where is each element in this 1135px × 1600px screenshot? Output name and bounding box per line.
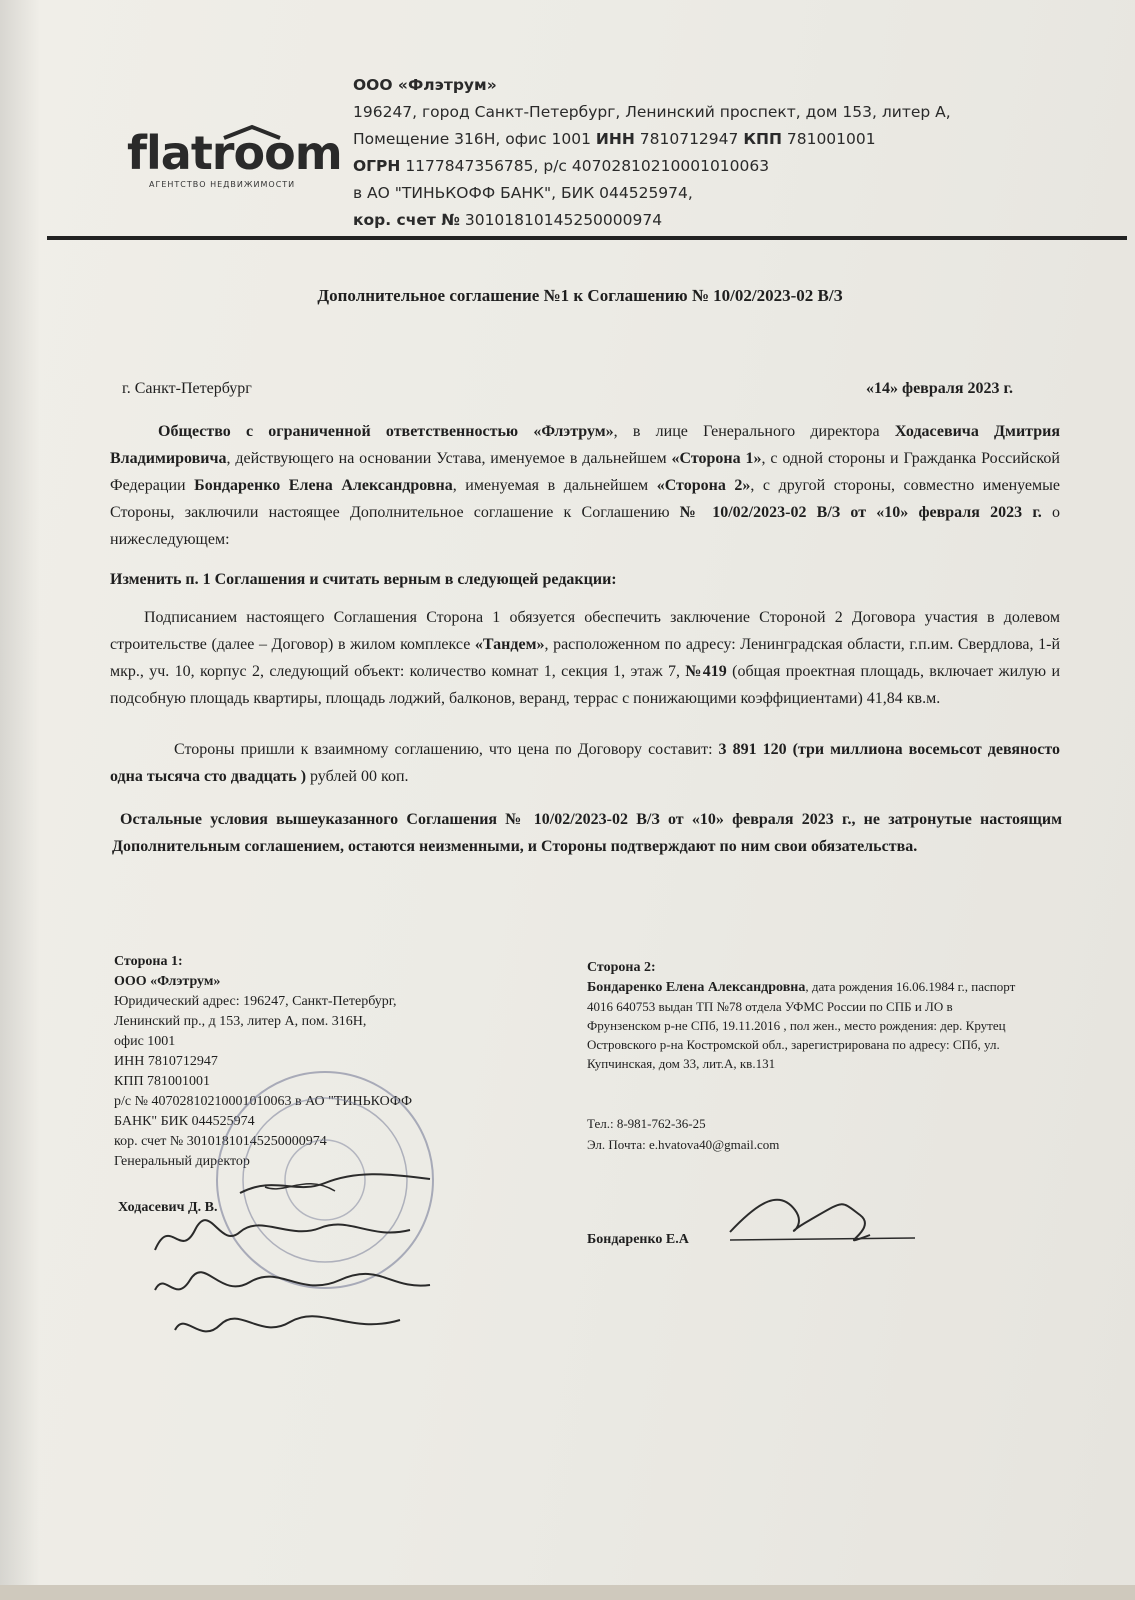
side2-email: Эл. Почта: e.hvatova40@gmail.com: [587, 1137, 780, 1152]
company-premises: Помещение 316Н, офис 1001 ИНН 7810712947 КПП 781001001: [353, 130, 876, 148]
side2-block: [587, 958, 1017, 1155]
page-shadow: [0, 0, 40, 1600]
side1-heading: Сторона 1:: [114, 954, 183, 969]
side1-line: Юридический адрес: 196247, Санкт-Петербург,: [114, 994, 397, 1009]
closing-paragraph: Остальные условия вышеуказанного Соглашения № 10/02/2023-02 В/З от «10» февраля 2023 г., не затронутые настоящим Дополнительным соглашением, остаются неизменными, и Стороны подтверждают по ним свои обязательства.: [112, 811, 1062, 855]
document-title: Дополнительное соглашение №1 к Соглашению № 10/02/2023-02 В/З: [317, 286, 843, 305]
logo-wordmark: flatroom: [127, 126, 342, 180]
side1-signer: Ходасевич Д. В.: [118, 1200, 218, 1215]
document-date: «14» февраля 2023 г.: [866, 380, 1013, 397]
side1-line: офис 1001: [114, 1034, 176, 1049]
side1-line: Ленинский пр., д 153, литер А, пом. 316Н,: [114, 1014, 367, 1029]
intro-paragraph: Общество с ограниченной ответственностью «Флэтрум», в лице Генерального директора Ходасевича Дмитрия Владимировича, действующего на основании Устава, именуемое в дальнейшем «Сторона 1», с одной стороны и Гражданка Российской Федерации Бондаренко Елена Александровна, именуемая в дальнейшем «Сторона 2», с другой стороны, совместно именуемые Стороны, заключили настоящее Дополнительное соглашение к Соглашению № 10/02/2023-02 В/З от «10» февраля 2023 г. о нижеследующем:: [110, 423, 1061, 548]
side2-signature-icon: [720, 1180, 920, 1260]
company-requisites: [353, 72, 1073, 234]
side1-line: р/с № 40702810210001010063 в АО "ТИНЬКОФФ: [114, 1094, 413, 1109]
side2-heading: Сторона 2:: [587, 960, 656, 975]
side2-phone: Тел.: 8-981-762-36-25: [587, 1116, 706, 1131]
page-bottom-edge: [0, 1585, 1135, 1600]
side1-line: Генеральный директор: [114, 1154, 250, 1169]
company-bank: в АО "ТИНЬКОФФ БАНК", БИК 044525974,: [353, 184, 693, 202]
side1-line: БАНК" БИК 044525974: [114, 1114, 255, 1129]
company-name: ООО «Флэтрум»: [353, 76, 497, 94]
roof-icon: [222, 124, 282, 140]
change-heading: Изменить п. 1 Соглашения и считать верным в следующей редакции:: [110, 571, 617, 588]
side1-line: кор. счет № 30101810145250000974: [114, 1134, 327, 1149]
side1-line: ИНН 7810712947: [114, 1054, 218, 1069]
side1-line: КПП 781001001: [114, 1074, 211, 1089]
logo-subtitle: АГЕНТСТВО НЕДВИЖИМОСТИ: [149, 180, 296, 189]
handwriting-icon: [150, 1210, 450, 1360]
handwritten-note: [150, 1210, 450, 1365]
price-paragraph: Стороны пришли к взаимному соглашению, что цена по Договору составит: 3 891 120 (три миллиона восемьсот девяносто одна тысяча сто двадцать ) рублей 00 коп.: [110, 741, 1061, 785]
side2-signer: Бондаренко Е.А: [587, 1232, 689, 1247]
company-address: 196247, город Санкт-Петербург, Ленинский проспект, дом 153, литер А,: [353, 103, 951, 121]
company-corr-account: кор. счет № 30101810145250000974: [353, 211, 663, 229]
object-paragraph: Подписанием настоящего Соглашения Сторона 1 обязуется обеспечить заключение Стороной 2 Договора участия в долевом строительстве (далее – Договор) в жилом комплексе «Тандем», расположенном по адресу: Ленинградская области, г.п.им. Свердлова, 1-й мкр., уч. 10, корпус 2, следующий объект: количество комнат 1, секция 1, этаж 7, №419 (общая проектная площадь, включает жилую и подсобную площадь квартиры, площадь лоджий, балконов, веранд, террас с понижающими коэффициентами) 41,84 кв.м.: [110, 609, 1061, 707]
company-ogrn: ОГРН 1177847356785, р/с 40702810210001010063: [353, 157, 770, 175]
document-city: г. Санкт-Петербург: [122, 380, 252, 397]
side2-contacts: [587, 1113, 1017, 1155]
header-divider: [47, 236, 1127, 240]
side2-details: Бондаренко Елена Александровна, дата рождения 16.06.1984 г., паспорт 4016 640753 выдан ТП №78 отдела УФМС России по СПБ и ЛО в Фрунзенском р-не СПб, 19.11.2016 , пол жен., место рождения: дер. Крутец Островского р-на Костромской обл., зарегистрирована по адресу: СПб, ул. Купчинская, дом 33, лит.А, кв.131: [587, 979, 1016, 1071]
company-logo: [127, 126, 342, 189]
side1-name: ООО «Флэтрум»: [114, 974, 221, 989]
side1-signature-icon: [235, 1165, 435, 1205]
